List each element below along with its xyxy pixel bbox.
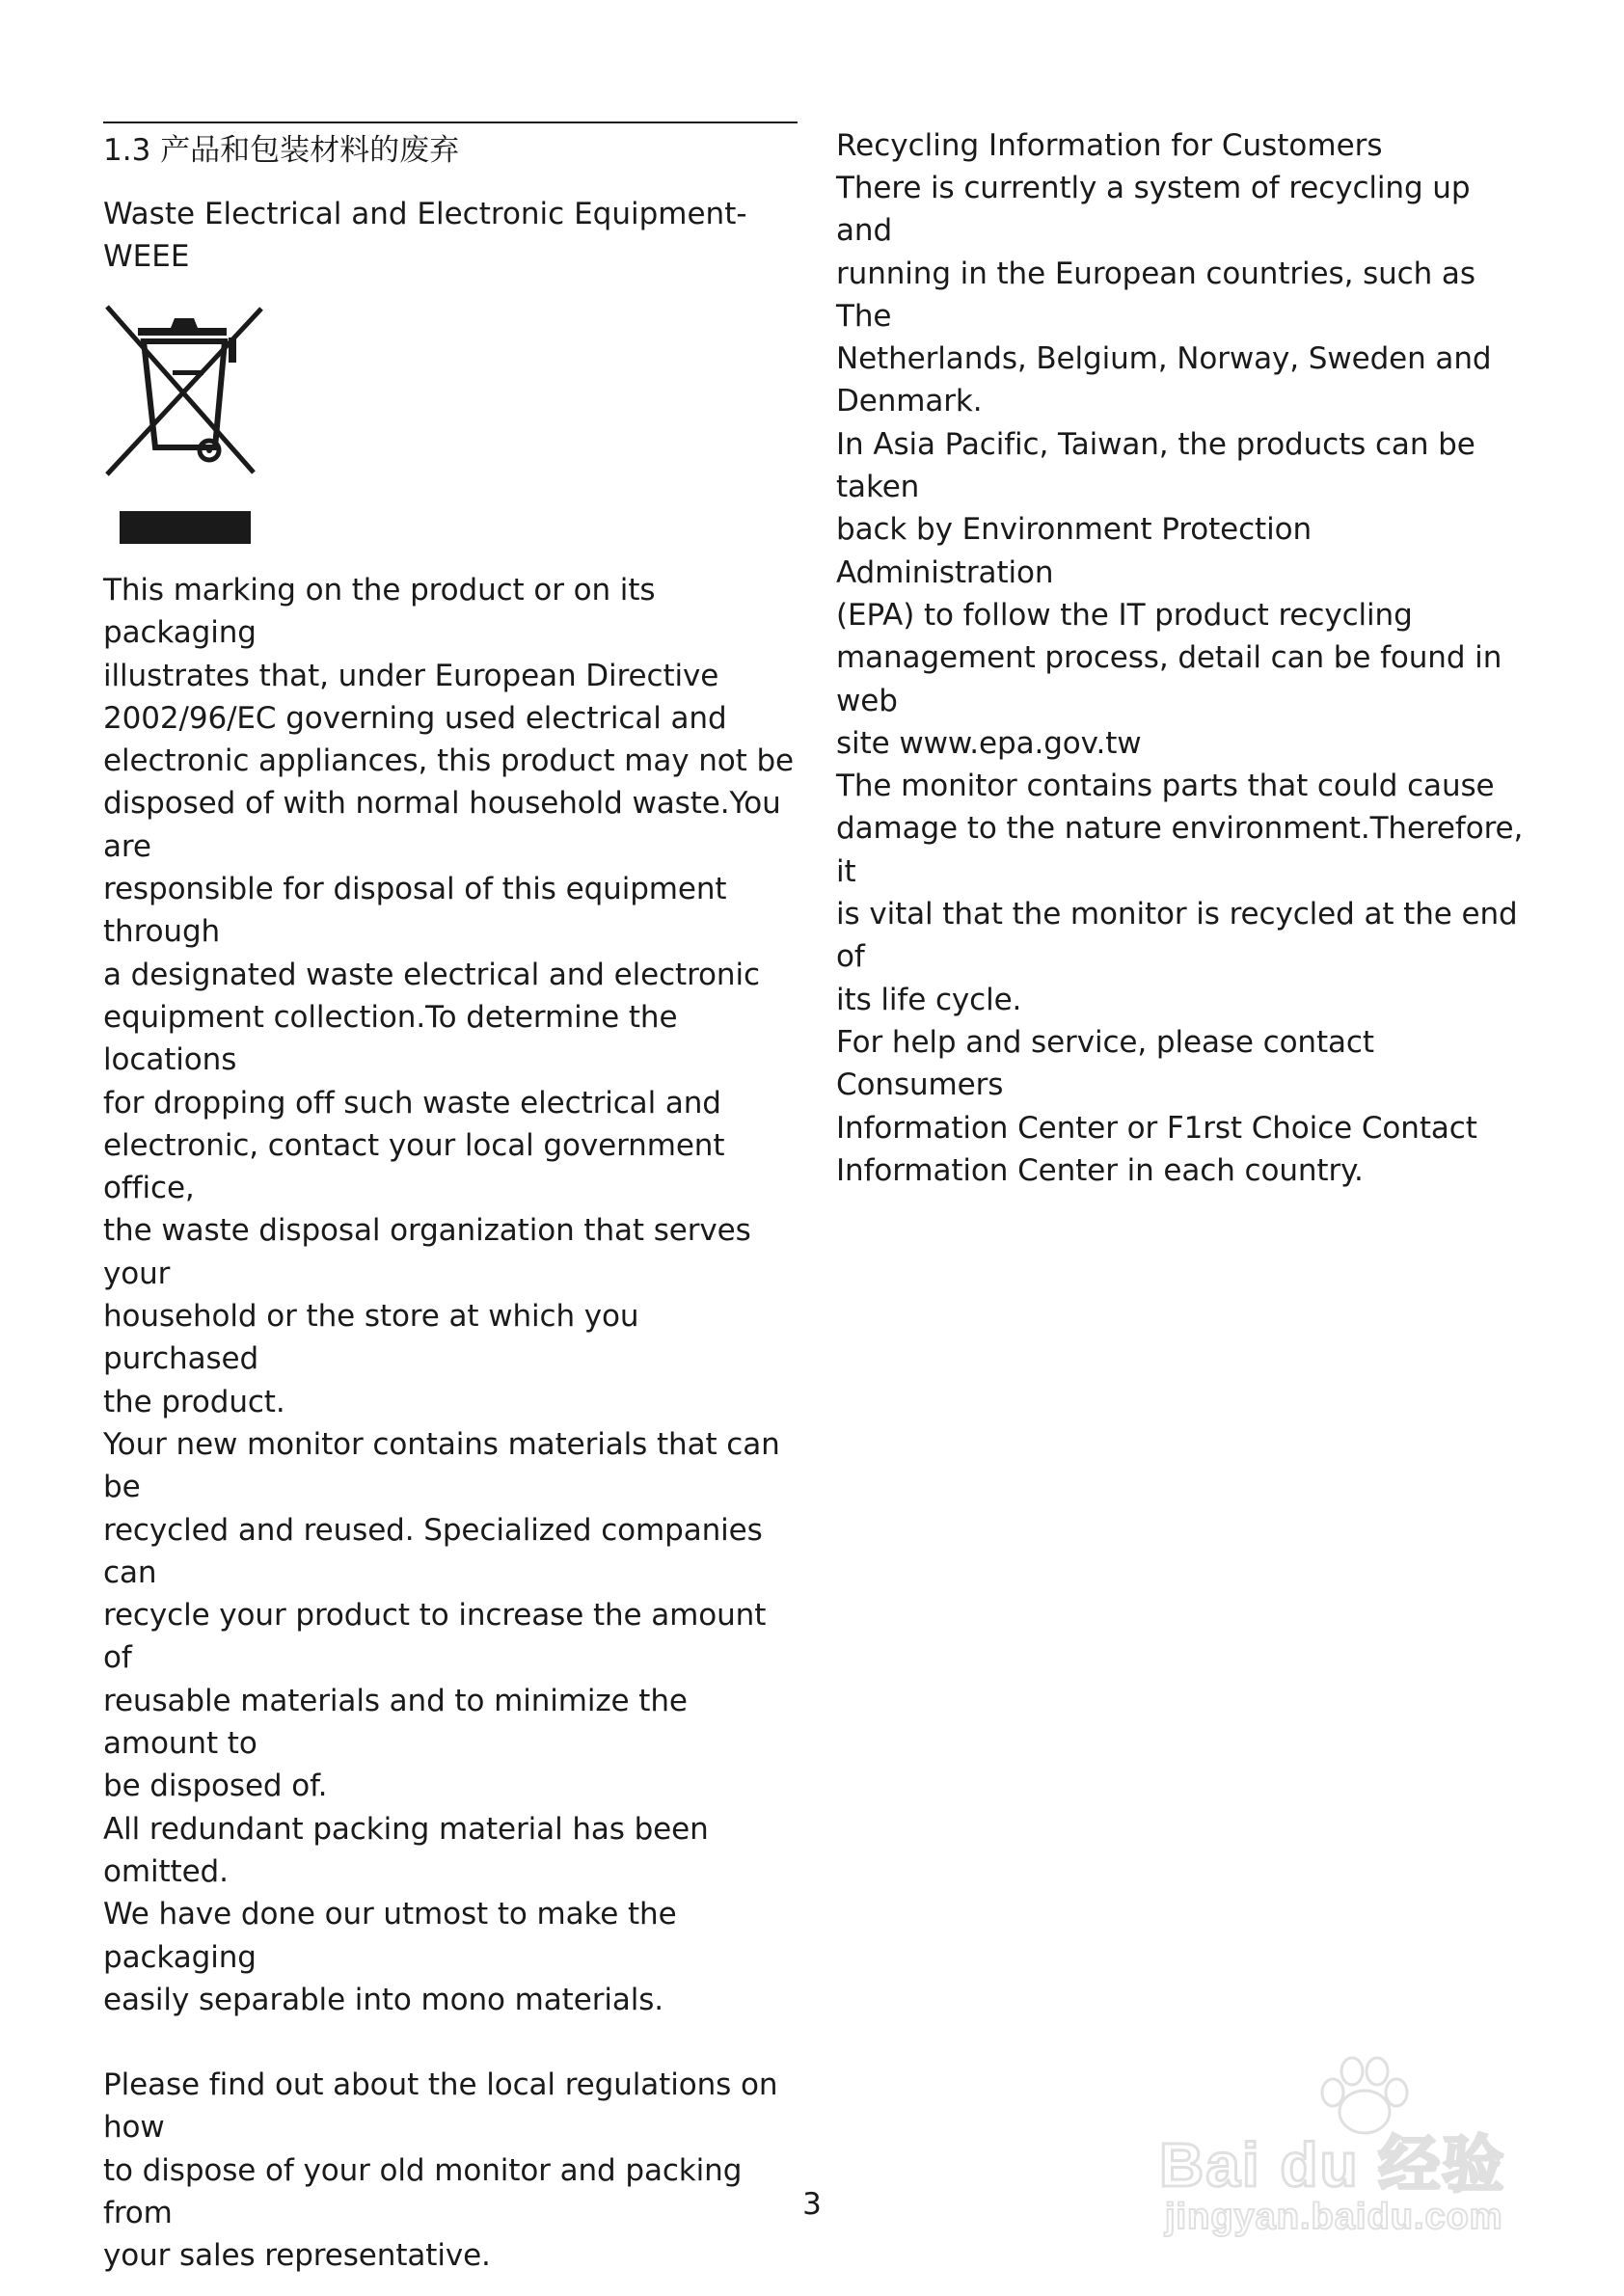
- text-line: to dispose of your old monitor and packing from: [103, 2152, 743, 2230]
- text-line: for dropping off such waste electrical and: [103, 1085, 721, 1121]
- text-line: All redundant packing material has been omitted.: [103, 1811, 709, 1889]
- text-line: electronic appliances, this product may not be: [103, 743, 795, 779]
- text-line: a designated waste electrical and electronic: [103, 957, 760, 992]
- text-line: site www.epa.gov.tw: [836, 725, 1142, 761]
- text-line: the waste disposal organization that serves your: [103, 1213, 751, 1291]
- text-line: your sales representative.: [103, 2238, 491, 2274]
- text-line: be disposed of.: [103, 1769, 328, 1804]
- section-rule: [103, 122, 798, 123]
- text-line: recycle your product to increase the amount of: [103, 1598, 767, 1676]
- text-line: equipment collection.To determine the locations: [103, 999, 678, 1078]
- recycling-heading: Recycling Information for Customers: [836, 128, 1383, 163]
- weee-subheading-line1: Waste Electrical and Electronic Equipment-: [103, 197, 747, 231]
- paragraph-spacer: [103, 2021, 798, 2064]
- text-line: Denmark.: [836, 384, 983, 419]
- weee-subheading-line2: WEEE: [103, 239, 190, 274]
- right-column: [836, 122, 1530, 1192]
- weee-body-text: [103, 569, 798, 2278]
- text-line: management process, detail can be found in web: [836, 640, 1502, 718]
- text-line: running in the European countries, such as The: [836, 256, 1475, 334]
- text-line: (EPA) to follow the IT product recycling: [836, 597, 1413, 633]
- text-line: There is currently a system of recycling up and: [836, 171, 1471, 249]
- crossed-out-wheelie-bin-icon: [103, 303, 277, 544]
- text-line: easily separable into mono materials.: [103, 1982, 664, 2017]
- text-line: illustrates that, under European Directive: [103, 658, 719, 693]
- text-line: electronic, contact your local government office,: [103, 1127, 725, 1206]
- text-line: recycled and reused. Specialized companies can: [103, 1512, 763, 1590]
- text-line: We have done our utmost to make the packaging: [103, 1897, 677, 1975]
- section-heading: 1.3 产品和包装材料的废弃: [103, 133, 460, 168]
- text-line: This marking on the product or on its packaging: [103, 573, 656, 651]
- text-line: 2002/96/EC governing used electrical and: [103, 700, 727, 736]
- text-line: disposed of with normal household waste.You are: [103, 786, 781, 864]
- text-line: is vital that the monitor is recycled at the end of: [836, 897, 1518, 975]
- text-line: Please find out about the local regulations on how: [103, 2067, 778, 2146]
- text-line: The monitor contains parts that could cause: [836, 769, 1495, 804]
- text-line: Information Center or F1rst Choice Contact: [836, 1110, 1477, 1146]
- text-line: the product.: [103, 1384, 285, 1419]
- text-line: damage to the nature environment.Therefore, it: [836, 811, 1524, 889]
- text-line: reusable materials and to minimize the amount to: [103, 1683, 688, 1762]
- text-line: responsible for disposal of this equipment through: [103, 872, 727, 950]
- text-line: back by Environment Protection Administration: [836, 512, 1313, 590]
- page-number: 3: [802, 2187, 822, 2222]
- text-line: In Asia Pacific, Taiwan, the products can be taken: [836, 426, 1475, 505]
- baidu-jingyan-watermark: [1148, 2054, 1572, 2247]
- text-line: Your new monitor contains materials that can be: [103, 1426, 780, 1505]
- text-line: Netherlands, Belgium, Norway, Sweden and: [836, 341, 1492, 377]
- text-line: For help and service, please contact Consumers: [836, 1024, 1374, 1103]
- weee-subheading: [103, 193, 798, 278]
- text-line: Information Center in each country.: [836, 1152, 1364, 1188]
- watermark-url-text: jingyan.baidu.com: [1165, 2197, 1503, 2237]
- recycling-body-text: [836, 167, 1530, 1192]
- watermark-logo-text: Bai du 经验: [1159, 2130, 1506, 2200]
- left-column: [103, 122, 798, 2278]
- text-line: its life cycle.: [836, 982, 1022, 1017]
- text-line: household or the store at which you purchased: [103, 1299, 639, 1377]
